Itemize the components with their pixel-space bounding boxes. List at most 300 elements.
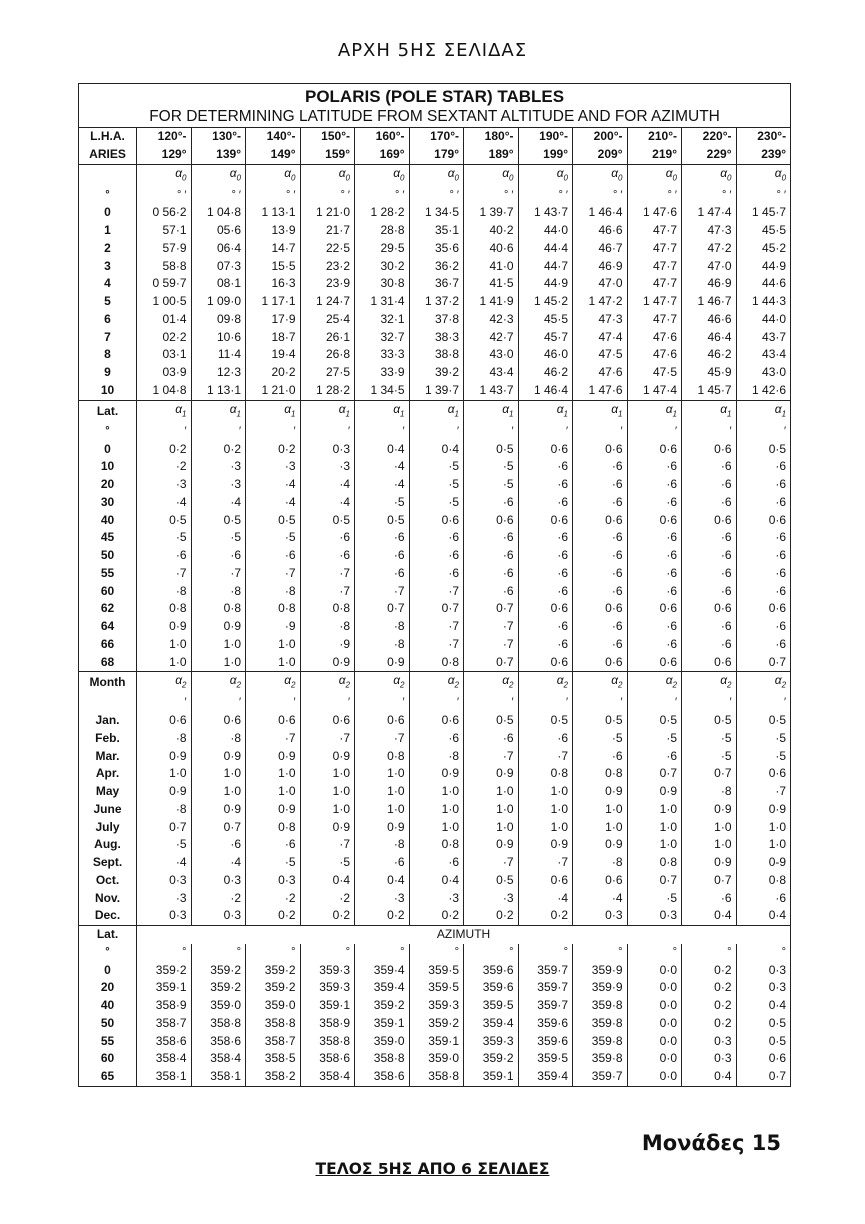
a0-symbol [246,164,301,187]
a1-value: 0·6 [573,441,628,459]
a1-row-label: 64 [79,618,137,636]
a1-value: 0·6 [573,512,628,530]
azimuth-value: 0·0 [627,997,682,1015]
a1-value: 0·6 [573,654,628,672]
a2-value: ·4 [573,890,628,908]
azimuth-value: 359·0 [355,1033,410,1051]
azimuth-value: 358·1 [137,1068,192,1086]
a1-value: 0·7 [464,600,519,618]
azimuth-row-label: 40 [79,997,137,1015]
a1-value: ·6 [355,547,410,565]
a2-value: 0·2 [518,907,573,925]
a0-value: 05·6 [191,222,246,240]
a0-row-label: 1 [79,222,137,240]
a0-value: 47·6 [573,364,628,382]
a0-value: 26·1 [300,329,355,347]
a1-value: 0·7 [736,654,791,672]
a2-value: 0·3 [627,907,682,925]
a1-value: 0·5 [137,512,192,530]
a0-value: 47·7 [627,275,682,293]
a1-value: ·8 [355,618,410,636]
a0-value: 1 45·2 [518,293,573,311]
a1-value: ·6 [573,636,628,654]
azimuth-value: 359·9 [573,979,628,997]
a0-value: 47·0 [682,258,737,276]
a1-value: ·6 [736,565,791,583]
a1-symbol [137,400,192,423]
a1-value: ·6 [573,529,628,547]
a1-value: ·7 [464,636,519,654]
a1-value: 0·2 [246,441,301,459]
a1-value: ·6 [464,494,519,512]
a2-value: 1·0 [682,836,737,854]
a2-value: 0·6 [573,872,628,890]
a2-value: 1·0 [355,783,410,801]
a0-value: 46·7 [573,240,628,258]
col-bottom-label: 209° [573,146,628,164]
col-top-label: 230°- [736,128,791,146]
a0-value: 1 34·5 [409,204,464,222]
azimuth-row [79,997,791,1015]
a0-unit: ° ′ [355,187,410,205]
a1-value: ·6 [682,476,737,494]
a2-row-label: Aug. [79,836,137,854]
azimuth-value: 0·7 [736,1068,791,1086]
a0-value: 1 47·4 [682,204,737,222]
a1-value: ·8 [300,618,355,636]
marks-label: Μονάδες 15 [641,1131,781,1155]
a0-value: 1 45·7 [736,204,791,222]
a0-value: 25·4 [300,311,355,329]
a1-value: ·6 [682,547,737,565]
a1-row [79,600,791,618]
a0-row-label: 2 [79,240,137,258]
a0-row [79,346,791,364]
azimuth-row-label: 65 [79,1068,137,1086]
azimuth-row [79,1033,791,1051]
a1-value: ·6 [736,636,791,654]
a2-symbol [246,672,301,695]
a2-value: ·8 [682,783,737,801]
a0-value: 33·3 [355,346,410,364]
a0-value: 35·6 [409,240,464,258]
symbol-glyph: $\alpha_2$ [720,673,732,690]
symbol-glyph: $\alpha_1$ [284,401,296,419]
a0-value: 44·6 [736,275,791,293]
a2-row [79,801,791,819]
a0-value: 43·0 [736,364,791,382]
a0-value: 40·2 [464,222,519,240]
a2-unit: ′ [191,694,246,712]
a2-value: ·5 [682,748,737,766]
symbol-glyph: $\alpha_2$ [338,673,350,690]
a2-value: 0·9 [191,801,246,819]
symbol-glyph: $\alpha_2$ [175,673,187,690]
a0-unit: ° ′ [518,187,573,205]
azimuth-value: 359·7 [573,1068,628,1086]
a2-value: ·8 [191,730,246,748]
a1-symbol [409,400,464,423]
symbol-glyph: $\alpha_0$ [447,165,459,182]
a0-value: 40·6 [464,240,519,258]
a1-value: ·5 [409,476,464,494]
a1-value: ·6 [682,583,737,601]
a1-row-label: 20 [79,476,137,494]
azimuth-value: 359·2 [191,979,246,997]
a2-value: 1·0 [246,783,301,801]
a1-value: ·7 [355,583,410,601]
azimuth-value: 0·0 [627,979,682,997]
a1-value: 0·7 [409,600,464,618]
a2-value: ·2 [191,890,246,908]
a0-value: 33·9 [355,364,410,382]
a1-value: ·9 [246,618,301,636]
a2-value: ·6 [518,730,573,748]
a2-value: ·8 [137,801,192,819]
a2-value: ·6 [409,854,464,872]
azimuth-value: 358·8 [355,1050,410,1068]
symbol-glyph: $\alpha_1$ [611,401,623,419]
a0-value: 1 04·8 [191,204,246,222]
col-top-label: 220°- [682,128,737,146]
azimuth-unit: ° [573,944,628,962]
a1-value: 0·6 [573,600,628,618]
azimuth-value: 0·0 [627,1050,682,1068]
a2-value: 0·6 [736,765,791,783]
a1-value: ·7 [137,565,192,583]
a2-value: 0·3 [573,907,628,925]
header-row-lha [79,128,791,146]
a1-value: ·3 [246,458,301,476]
azimuth-value: 358·8 [246,1015,301,1033]
a2-value: ·8 [573,854,628,872]
a0-symbol-row [79,164,791,187]
a0-symbol [573,164,628,187]
azimuth-value: 0·0 [627,962,682,980]
a2-row-label: Mar. [79,748,137,766]
azimuth-unit: ° [300,944,355,962]
a1-value: ·8 [191,583,246,601]
a1-value: 0·9 [191,618,246,636]
a1-row-label: 10 [79,458,137,476]
azimuth-value: 359·6 [518,1033,573,1051]
aries-label: ARIES [79,146,137,164]
a2-value: ·6 [736,890,791,908]
symbol-glyph: $\alpha_1$ [229,401,241,419]
a1-row [79,476,791,494]
a0-value: 02·2 [137,329,192,347]
a1-value: ·6 [627,547,682,565]
a1-value: ·7 [300,565,355,583]
azimuth-value: 358·5 [246,1050,301,1068]
symbol-glyph: $\alpha_1$ [175,401,187,419]
col-bottom-label: 219° [627,146,682,164]
a0-unit: ° ′ [409,187,464,205]
a0-value: 29·5 [355,240,410,258]
a0-value: 1 44·3 [736,293,791,311]
azimuth-value: 0·0 [627,1068,682,1086]
a1-value: ·6 [682,618,737,636]
a0-value: 42·7 [464,329,519,347]
a2-value: 0·2 [409,907,464,925]
a0-value: 47·7 [627,240,682,258]
a2-value: 0·7 [137,819,192,837]
a0-unit: ° ′ [682,187,737,205]
a1-value: ·7 [409,618,464,636]
a2-symbol [355,672,410,695]
a2-value: ·4 [191,854,246,872]
a2-value: 1·0 [355,801,410,819]
a0-value: 47·4 [573,329,628,347]
symbol-glyph: $\alpha_0$ [665,165,677,182]
a2-value: 0·7 [682,872,737,890]
a1-row-label: 68 [79,654,137,672]
a2-value: ·8 [355,836,410,854]
a1-symbol [191,400,246,423]
a0-row [79,329,791,347]
a2-value: 1·0 [518,783,573,801]
a2-value: ·5 [682,730,737,748]
a1-value: ·3 [191,458,246,476]
a2-value: 0·7 [627,765,682,783]
a0-value: 07·3 [191,258,246,276]
a2-unit-row [79,694,791,712]
symbol-glyph: $\alpha_2$ [556,673,568,690]
a2-row [79,836,791,854]
a2-unit: ′ [627,694,682,712]
a1-value: ·6 [736,529,791,547]
a1-row-label: 45 [79,529,137,547]
a1-value: 1·0 [246,654,301,672]
azimuth-unit: ° [736,944,791,962]
a2-value: ·6 [355,854,410,872]
a2-value: 0·4 [409,872,464,890]
a0-value: 58·8 [137,258,192,276]
a2-row-label: Apr. [79,765,137,783]
a1-row [79,441,791,459]
azimuth-value: 358·6 [300,1050,355,1068]
azimuth-title: AZIMUTH [137,926,791,944]
a0-row-label: 0 [79,204,137,222]
a1-value: ·6 [464,583,519,601]
a1-value: ·5 [464,476,519,494]
symbol-glyph: $\alpha_1$ [665,401,677,419]
a0-value: 1 47·6 [627,204,682,222]
a2-value: ·5 [736,748,791,766]
a0-symbol [137,164,192,187]
a1-row-label: 60 [79,583,137,601]
a1-row-label: 66 [79,636,137,654]
a2-value: 0·9 [409,765,464,783]
a0-value: 47·7 [627,258,682,276]
a0-value: 44·9 [518,275,573,293]
a1-value: 0·5 [464,441,519,459]
a1-value: 0·6 [627,512,682,530]
azimuth-value: 359·5 [409,979,464,997]
azimuth-value: 359·2 [191,962,246,980]
a0-value: 47·6 [627,329,682,347]
symbol-glyph: $\alpha_1$ [338,401,350,419]
a0-row [79,258,791,276]
symbol-glyph: $\alpha_0$ [720,165,732,182]
a2-value: 0·6 [355,712,410,730]
a1-value: ·6 [573,458,628,476]
a0-value: 44·4 [518,240,573,258]
azimuth-unit-row [79,944,791,962]
a0-value: 1 13·1 [246,204,301,222]
a1-value: ·6 [627,494,682,512]
azimuth-unit: ° [682,944,737,962]
a0-value: 41·0 [464,258,519,276]
a1-value: ·9 [300,636,355,654]
a1-value: ·6 [191,547,246,565]
a2-value: ·3 [137,890,192,908]
a1-row [79,565,791,583]
a0-value: 32·1 [355,311,410,329]
a0-row [79,382,791,400]
azimuth-value: 359·0 [246,997,301,1015]
a0-value: 13·9 [246,222,301,240]
a0-value: 11·4 [191,346,246,364]
a2-value: ·7 [246,730,301,748]
azimuth-value: 359·7 [518,979,573,997]
a0-symbol [464,164,519,187]
a1-value: ·4 [300,476,355,494]
azimuth-value: 359·8 [573,1015,628,1033]
a2-value: 0·6 [518,872,573,890]
azimuth-value: 359·5 [518,1050,573,1068]
azimuth-value: 0·6 [736,1050,791,1068]
a1-value: 0·6 [736,512,791,530]
azimuth-unit: ° [137,944,192,962]
azimuth-value: 358·4 [137,1050,192,1068]
a1-value: ·6 [682,529,737,547]
symbol-glyph: $\alpha_1$ [393,401,405,419]
azimuth-title-row [79,926,791,944]
col-top-label: 200°- [573,128,628,146]
a0-value: 1 45·7 [682,382,737,400]
a2-value: 0·7 [191,819,246,837]
symbol-glyph: $\alpha_0$ [611,165,623,182]
a1-symbol [246,400,301,423]
a1-unit-row [79,423,791,441]
a2-value: 1·0 [518,801,573,819]
a0-value: 26·8 [300,346,355,364]
a2-symbol [736,672,791,695]
a1-unit: ′ [246,423,301,441]
a1-row-label: 62 [79,600,137,618]
azimuth-value: 359·1 [409,1033,464,1051]
a2-value: 1·0 [191,783,246,801]
a0-value: 1 41·9 [464,293,519,311]
azimuth-value: 359·2 [409,1015,464,1033]
a0-value: 43·7 [736,329,791,347]
a2-row-label: Nov. [79,890,137,908]
lha-label: L.H.A. [79,128,137,146]
symbol-glyph: $\alpha_0$ [502,165,514,182]
a2-value: 0·9 [682,854,737,872]
a1-value: ·8 [137,583,192,601]
a2-value: 0·9 [355,819,410,837]
a2-unit: ′ [736,694,791,712]
a1-value: ·4 [355,458,410,476]
a0-value: 45·5 [518,311,573,329]
a0-unit: ° ′ [191,187,246,205]
a0-value: 37·8 [409,311,464,329]
a2-row-label: May [79,783,137,801]
a2-value: 0·6 [191,712,246,730]
a2-value: 1·0 [300,765,355,783]
azimuth-value: 0·2 [682,997,737,1015]
a0-value: 1 28·2 [355,204,410,222]
a0-value: 57·9 [137,240,192,258]
a2-value: ·8 [409,748,464,766]
a1-value: 1·0 [246,636,301,654]
a2-value: 1·0 [518,819,573,837]
a2-value: ·6 [409,730,464,748]
azimuth-value: 0·3 [682,1033,737,1051]
a1-value: 0·8 [246,600,301,618]
a1-value: 0·7 [355,600,410,618]
a1-value: 0·2 [137,441,192,459]
a1-value: 0·8 [137,600,192,618]
a1-row-label: 50 [79,547,137,565]
a0-row-label: 10 [79,382,137,400]
a0-value: 1 47·2 [573,293,628,311]
a0-symbol [682,164,737,187]
a0-value: 43·4 [464,364,519,382]
a1-first-unit: ° [79,423,137,441]
a2-value: 0·6 [137,712,192,730]
a2-value: 0·5 [736,712,791,730]
a2-value: ·7 [300,730,355,748]
azimuth-value: 359·0 [409,1050,464,1068]
symbol-glyph: $\alpha_0$ [556,165,568,182]
a1-unit: ′ [736,423,791,441]
azimuth-value: 359·3 [300,962,355,980]
a2-value: ·6 [627,748,682,766]
a0-value: 36·2 [409,258,464,276]
azimuth-unit: ° [409,944,464,962]
a2-row [79,854,791,872]
a0-unit: ° ′ [300,187,355,205]
a1-lat-label: Lat. [79,400,137,423]
a2-symbol [518,672,573,695]
a2-value: 0·2 [246,907,301,925]
a1-value: 0·6 [518,654,573,672]
a2-value: ·7 [355,730,410,748]
a0-value: 1 47·7 [627,293,682,311]
a2-value: ·3 [355,890,410,908]
a2-unit: ′ [355,694,410,712]
a2-row [79,765,791,783]
a2-value: 0·9 [736,801,791,819]
azimuth-value: 358·8 [409,1068,464,1086]
azimuth-value: 359·7 [518,997,573,1015]
symbol-glyph: $\alpha_0$ [229,165,241,182]
col-bottom-label: 139° [191,146,246,164]
a1-value: ·6 [409,547,464,565]
azimuth-value: 358·8 [191,1015,246,1033]
a2-value: 1·0 [355,765,410,783]
a2-value: 0·8 [518,765,573,783]
col-top-label: 150°- [300,128,355,146]
a1-value: ·6 [518,529,573,547]
a2-value: ·5 [627,890,682,908]
a2-month-label: Month [79,672,137,695]
a2-row-label: June [79,801,137,819]
a1-row [79,583,791,601]
